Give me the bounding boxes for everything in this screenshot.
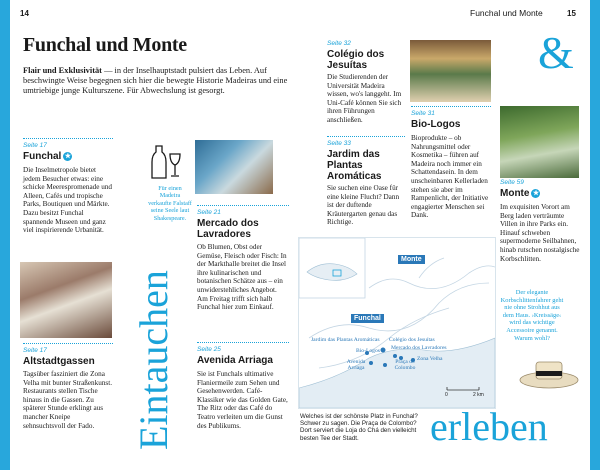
text-funchal: Die Inselmetropole bietet jedem Besucher etwas: eine schicke Meerespromenade und Alleen, Cafés und tropische Parks, Boutiquen und Märkte. Dazu besitzt Funchal spannende Museen und ganz viel inspirierende Urbanität.	[23, 166, 113, 235]
map-scale-2km: 2 km	[473, 392, 484, 398]
text-biologos: Bioprodukte – ob Nahrungsmittel oder Kosmetika – führen auf Madeira noch immer ein Schattendasein. In dem unscheinbaren Kellerladen stehen sie aber im Rampenlicht, der Initiative engagierter Menschen sei Dank.	[411, 134, 489, 220]
ampersand-graphic: &	[538, 27, 574, 78]
page-title: Funchal und Monte	[23, 34, 187, 56]
page-ref-altstadt: Seite 17	[23, 347, 47, 354]
vertical-title: Eintauchen	[131, 270, 176, 450]
divider	[23, 343, 113, 344]
left-margin-bar	[0, 0, 10, 470]
heading-funchal	[23, 151, 72, 162]
bottom-title: erleben	[430, 404, 548, 449]
heading-colegio: Colégio dos Jesuítas	[327, 49, 385, 71]
wine-note: Für einen Madeira verkaufte Falstaff seine Seele laut Shakespeare.	[148, 185, 192, 222]
map-scale-zero: 0	[445, 392, 448, 398]
page-ref-mercado: Seite 21	[197, 209, 221, 216]
photo-market	[195, 140, 273, 194]
page-ref-arriaga: Seite 25	[197, 346, 221, 353]
divider	[197, 205, 289, 206]
left-page-number: 14	[20, 9, 29, 18]
heading-monte	[500, 188, 540, 199]
text-monte: Im exquisiten Vorort am Berg laden verträumte Villen in ihre Parks ein. Hinauf schweben supermoderne Seilbahnen, hinab rutschen nostalgische Korbschlitten.	[500, 203, 580, 263]
text-altstadt: Tagsüber fasziniert die Zona Velha mit bunter Straßenkunst. Restaurants stellen Tische hinaus in die Gassen. Zu späterer Stunde erklingt aus mancher Kneipe sehnsuchtsvoll der Fado.	[23, 370, 113, 430]
heading-altstadt: Altstadtgassen	[23, 356, 95, 367]
photo-bio-shop	[410, 40, 491, 102]
divider	[327, 136, 405, 137]
map-place: Bio-Logos	[356, 348, 380, 354]
heading-funchal-text: Funchal	[23, 151, 62, 162]
map-place: Colégio dos Jesuítas	[389, 337, 435, 343]
map-label-funchal: Funchal	[351, 314, 384, 323]
text-arriaga: Sie ist Funchals ultimative Flaniermeile zum Sehen und Gesehenwerden. Café-Klassiker wie das Golden Gate, The Ritz oder das Café do Teatro verleiten um die Gunst des Publikums.	[197, 370, 288, 430]
photo-street-art	[20, 262, 112, 338]
page-ref-jardim: Seite 33	[327, 140, 351, 147]
text-mercado: Ob Blumen, Obst oder Gemüse, Fleisch oder Fisch: In der Markthalle breitet die Insel ihre kulinarischen und botanischen Schätze aus – ein unwiderstehliches Angebot. Am Freitag trifft sich halb Funchal hier zum Einkauf.	[197, 243, 287, 312]
heading-monte-text: Monte	[500, 188, 530, 199]
divider	[197, 342, 289, 343]
map	[298, 237, 496, 409]
map-place: Mercado dos Lavradores	[391, 345, 447, 351]
map-canvas	[299, 238, 495, 408]
page-ref-colegio: Seite 32	[327, 40, 351, 47]
star-icon: ★	[64, 152, 71, 160]
heading-arriaga: Avenida Arriaga	[197, 355, 273, 366]
intro-lead: Flair und Exklusivität	[23, 66, 102, 75]
right-running-header: Funchal und Monte	[470, 8, 543, 18]
right-margin-bar	[590, 0, 600, 470]
right-page-number: 15	[567, 9, 576, 18]
star-icon: ★	[532, 189, 540, 197]
map-label-monte: Monte	[398, 255, 425, 264]
text-colegio: Die Studierenden der Universität Madeira wissen, wo's langgeht. Im Uni-Café können Sie sich ihren Führungen anschließen.	[327, 73, 402, 124]
wine-glass-icon	[150, 144, 184, 180]
map-place: Jardim das Plantas Aromáticas	[311, 337, 380, 343]
map-place: Praça do Colombo	[394, 359, 416, 372]
intro-text: — in der Inselhauptstadt pulsiert das Leben. Auf beschwingte Weise begegnen sich hier die bewegte Historie Madeiras und eine umtriebige junge Kulturszene. Für Abwechslung ist gesorgt.	[23, 66, 288, 95]
photo-monte-garden	[500, 106, 579, 178]
map-place: Avenida Arriaga	[346, 359, 366, 372]
page-ref-monte: Seite 59	[500, 179, 524, 186]
heading-jardim: Jardim das Plantas Aromáticas	[327, 149, 382, 182]
photo-caption: Welches ist der schönste Platz in Funchal? Schwer zu sagen. Die Praça de Colombo? Dort serviert die Loja do Chá den vielleicht besten Tee der Stadt.	[300, 413, 418, 442]
straw-hat-icon	[518, 356, 580, 390]
page-ref-biologos: Seite 31	[411, 110, 435, 117]
map-place: Zona Velha	[417, 356, 443, 362]
heading-biologos: Bio-Logos	[411, 119, 461, 130]
sled-note: Der elegante Korbschlittenfahrer geht nie ohne Strohhut aus dem Haus. ›Kreissäge‹ wird das wichtige Accessoire genannt. Warum wohl?	[500, 289, 564, 342]
heading-mercado: Mercado dos Lavradores	[197, 218, 259, 240]
page-ref-funchal: Seite 17	[23, 142, 47, 149]
intro-paragraph	[23, 66, 288, 96]
divider	[411, 106, 491, 107]
divider	[23, 138, 113, 139]
text-jardim: Sie suchen eine Oase für eine kleine Flucht? Dann ist der duftende Kräutergarten genau das Richtige.	[327, 184, 400, 227]
